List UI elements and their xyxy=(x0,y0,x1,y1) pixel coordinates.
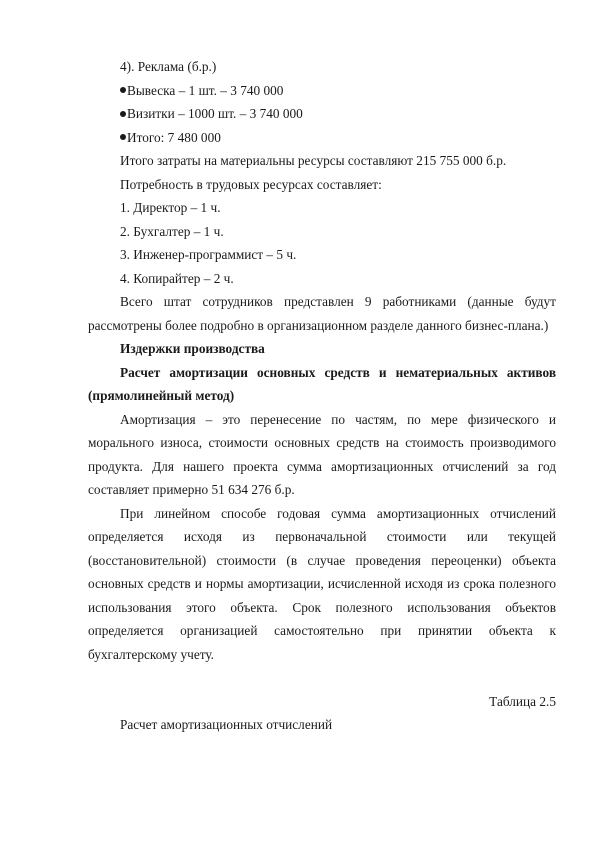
production-costs-heading: Издержки производства xyxy=(120,341,265,356)
depreciation-paragraph: Амортизация – это перенесение по частям, по мере физического и морального износа, стоимости основных средств на стоимость производимого продукта. Для нашего проекта сумма амортизационных отчислений за год составляет примерно 51 634 276 б.р. xyxy=(88,411,556,497)
linear-method-paragraph: При линейном способе годовая сумма амортизационных отчислений определяется исходя из первоначальной стоимости или текущей (восстановительной) стоимости (в случае проведения переоценки) объекта основных средств и нормы амортизации, исчисленной исходя из срока полезного использования этого объекта. Срок полезного использования объектов определяется организацией самостоятельно при принятии объекта к бухгалтерскому учету. xyxy=(88,505,556,662)
document-body xyxy=(88,55,556,737)
advertising-item-text: Вывеска – 1 шт. – 3 740 000 xyxy=(127,82,284,98)
advertising-item-sign xyxy=(88,79,556,103)
labor-item-accountant: 2. Бухгалтер – 1 ч. xyxy=(120,223,224,239)
bullet-icon xyxy=(120,111,126,117)
table-number: Таблица 2.5 xyxy=(489,693,556,709)
advertising-item-cards xyxy=(88,102,556,126)
depreciation-subheading: Расчет амортизации основных средств и нематериальных активов (прямолинейный метод) xyxy=(88,364,556,403)
labor-item-copywriter: 4. Копирайтер – 2 ч. xyxy=(120,270,234,286)
table-caption: Расчет амортизационных отчислений xyxy=(120,717,333,732)
advertising-item-total xyxy=(88,126,556,150)
bullet-icon xyxy=(120,134,126,140)
advertising-heading: 4). Реклама (б.р.) xyxy=(120,59,217,74)
labor-item-engineer: 3. Инженер-программист – 5 ч. xyxy=(120,247,297,262)
advertising-item-text: Итого: 7 480 000 xyxy=(127,129,221,145)
staff-paragraph: Всего штат сотрудников представлен 9 работниками (данные будут рассмотрены более подробно в организационном разделе данного бизнес-плана.) xyxy=(88,294,556,333)
labor-intro: Потребность в трудовых ресурсах составляет: xyxy=(120,176,382,192)
spacer xyxy=(88,666,556,690)
bullet-icon xyxy=(120,87,126,93)
advertising-item-text: Визитки – 1000 шт. – 3 740 000 xyxy=(127,106,303,121)
labor-item-director: 1. Директор – 1 ч. xyxy=(120,200,221,215)
material-total: Итого затраты на материальны ресурсы составляют 215 755 000 б.р. xyxy=(120,153,507,168)
